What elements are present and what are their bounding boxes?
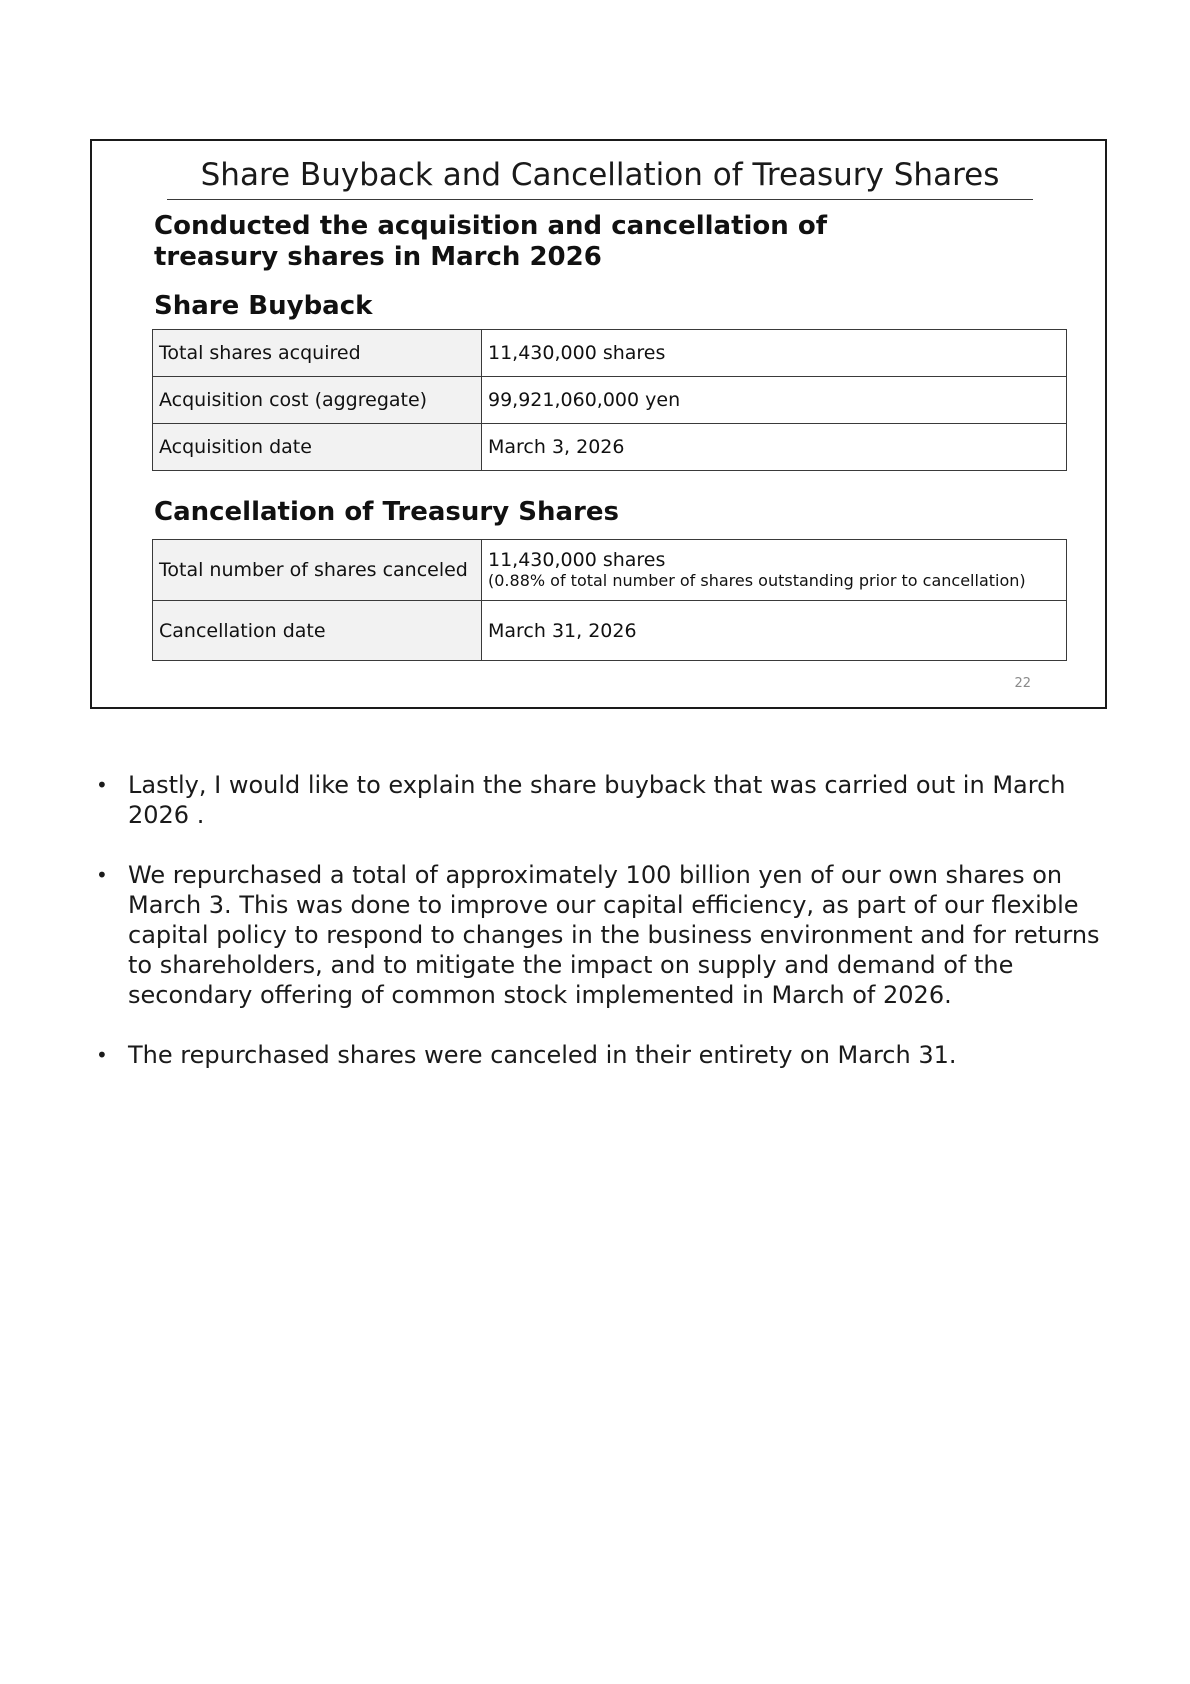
- bullet-icon: •: [96, 1043, 108, 1067]
- row-value: 99,921,060,000 yen: [482, 377, 1067, 424]
- note-item: [96, 770, 1116, 830]
- cancellation-table: [152, 539, 1067, 661]
- row-label: Acquisition date: [153, 424, 482, 471]
- row-label: Total number of shares canceled: [153, 540, 482, 601]
- bullet-icon: •: [96, 773, 108, 797]
- row-value-cell: [482, 540, 1067, 601]
- table-row: [153, 377, 1067, 424]
- note-text: Lastly, I would like to explain the share buyback that was carried out in March 2026 .: [128, 771, 1066, 829]
- row-value: March 31, 2026: [482, 601, 1067, 661]
- row-value: March 3, 2026: [482, 424, 1067, 471]
- row-value: 11,430,000 shares: [482, 330, 1067, 377]
- table-row: [153, 424, 1067, 471]
- row-label: Total shares acquired: [153, 330, 482, 377]
- share-buyback-table: [152, 329, 1067, 471]
- cancellation-heading: Cancellation of Treasury Shares: [154, 497, 619, 527]
- slide-page-number: 22: [1014, 676, 1031, 691]
- row-label: Cancellation date: [153, 601, 482, 661]
- speaker-notes: [96, 770, 1116, 1100]
- note-text: We repurchased a total of approximately 100 billion yen of our own shares on March 3. This was done to improve our capital efficiency, as part of our flexible capital policy to respond to changes in the business environment and for returns to shareholders, and to mitigate the impact on supply and demand of the secondary offering of common stock implemented in March of 2026.: [128, 861, 1100, 1009]
- share-buyback-heading: Share Buyback: [154, 291, 373, 321]
- note-item: [96, 860, 1116, 1010]
- row-value: 11,430,000 shares: [488, 549, 666, 571]
- bullet-icon: •: [96, 863, 108, 887]
- table-row: [153, 540, 1067, 601]
- row-value-note: (0.88% of total number of shares outstanding prior to cancellation): [488, 571, 1026, 590]
- row-label: Acquisition cost (aggregate): [153, 377, 482, 424]
- table-row: [153, 330, 1067, 377]
- note-item: [96, 1040, 1116, 1070]
- note-text: The repurchased shares were canceled in their entirety on March 31.: [128, 1041, 957, 1069]
- title-divider: [167, 199, 1033, 200]
- table-row: [153, 601, 1067, 661]
- slide-subtitle: Conducted the acquisition and cancellation of treasury shares in March 2026: [154, 211, 828, 272]
- slide-frame: [90, 139, 1107, 709]
- slide-title: Share Buyback and Cancellation of Treasury Shares: [200, 157, 1000, 193]
